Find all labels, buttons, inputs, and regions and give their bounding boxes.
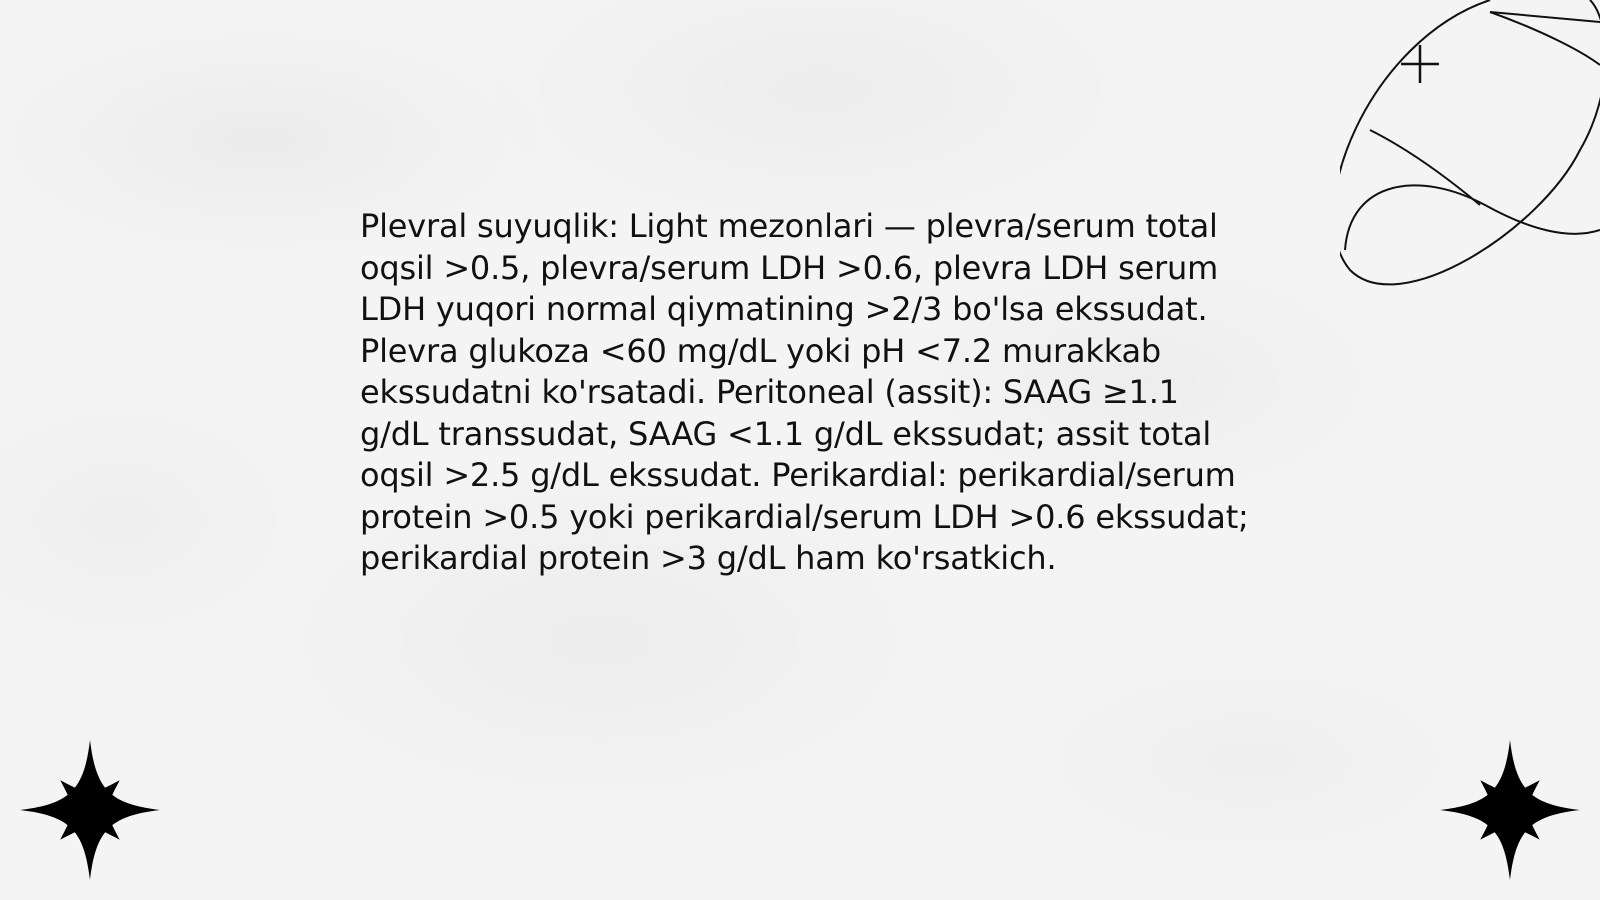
four-point-star-icon: [20, 740, 160, 880]
four-point-star-icon: [1440, 740, 1580, 880]
slide-body-text: Plevral suyuqlik: Light mezonlari — plevra/serum total oqsil >0.5, plevra/serum LDH >0.6, plevra LDH serum LDH yuqori normal qiymatining >2/3 bo'lsa ekssudat. Plevra glukoza <60 mg/dL yoki pH <7.2 murakkab ekssudatni ko'rsatadi. Peritoneal (assit): SAAG ≥1.1 g/dL transsudat, SAAG <1.1 g/dL ekssudat; assit total oqsil >2.5 g/dL ekssudat. Perikardial: perikardial/serum protein >0.5 yoki perikardial/serum LDH >0.6 ekssudat; perikardial protein >3 g/dL ham ko'rsatkich.: [360, 207, 1249, 577]
orbit-sparkle-icon: [1340, 0, 1600, 290]
